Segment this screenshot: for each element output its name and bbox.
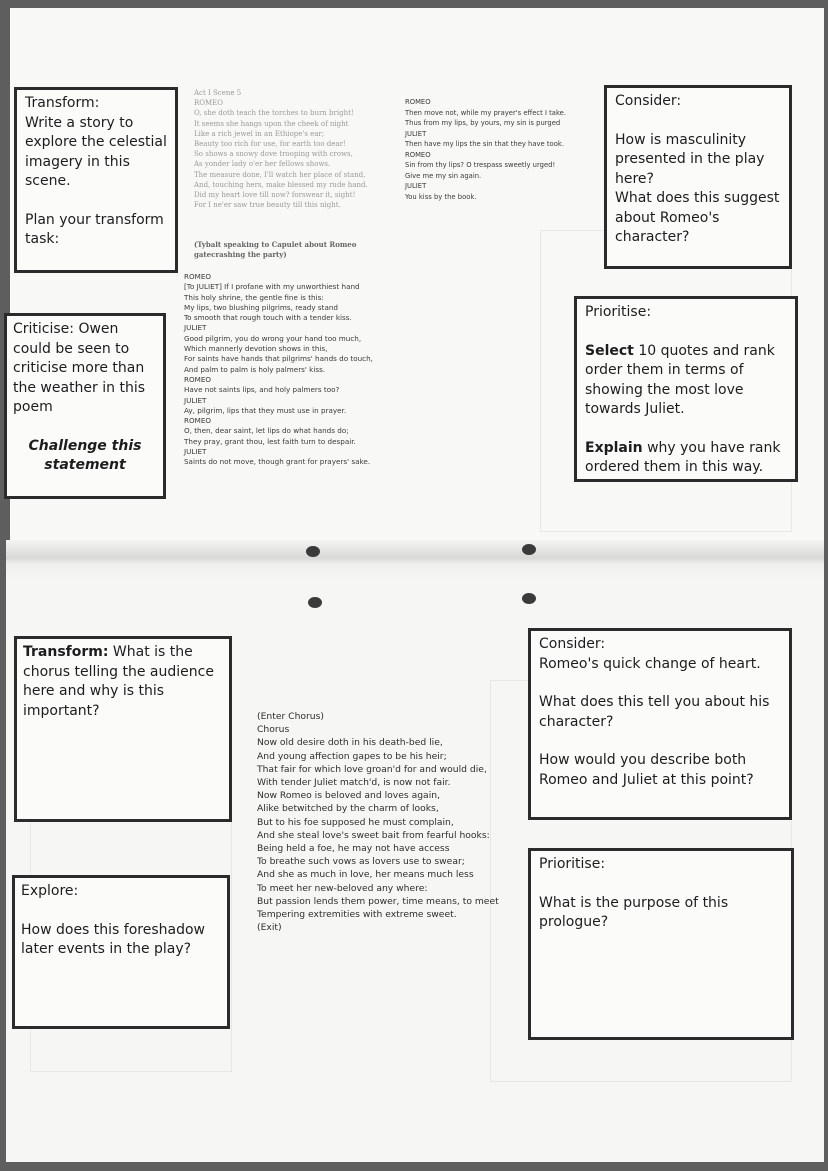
transform-plan: Plan your transform task: [25,211,164,247]
consider-heading: Consider: [615,93,682,109]
chorus-prologue: (Enter Chorus) Chorus Now old desire doth in his death-bed lie, And young affection gapes to be his heir; That fair for which love groan'd for and would die, With tender Juliet match'd, is now not fair. Now Romeo is beloved and loves again, Alike betwitched by the charm of looks, But to his foe supposed he must complain, And she steal love's sweet bait from fearful hooks: Being held a foe, he may not have access To breathe such vows as lovers use to swear; And she as much in love, her means much less To meet her new-beloved any where: But passion lends them power, time means, to meet Tempering extremities with extreme sweet. (Exit) [257,711,499,934]
prioritise-explain [585,439,787,478]
chorus-transform-heading: Transform: [23,644,109,660]
tybalt-note: (Tybalt speaking to Capulet about Romeo gatecrashing the party) [194,240,357,259]
chorus-transform-prompt: What is the chorus telling the audience here and why is this important? [23,644,214,719]
prioritise-prologue-box [528,848,794,1040]
punch-hole [522,593,536,604]
explore-question: How does this foreshadow later events in the play? [21,921,206,957]
criticise-task-box [4,313,166,499]
prioritise-quotes-box [574,296,798,482]
consider-bottom-line2: What does this tell you about his character? [539,694,770,730]
prioritise-heading: Prioritise: [585,304,652,320]
punch-hole [522,544,536,555]
explain-rest: why you have rank ordered them in this way. [585,439,781,475]
challenge-statement: Challenge this statement [28,437,142,473]
explore-foreshadow-box [12,875,230,1029]
kiss-dialogue: ROMEO Then move not, while my prayer's effect I take. Thus from my lips, by yours, my sin is purged JULIET Then have my lips the sin that they have took. ROMEO Sin from thy lips? O trespass sweetly urged! Give me my sin again. JULIET You kiss by the book. [405,98,566,201]
select-bold: Select [585,342,634,359]
punch-hole [306,546,320,557]
transform-task-box [14,87,178,273]
page-fold [6,540,824,580]
explore-heading: Explore: [21,883,79,899]
criticise-prompt: Criticise: Owen could be seen to criticise more than the weather in this poem [13,321,146,415]
prioritise-select [585,342,787,420]
consider-change-box [528,628,792,820]
select-rest: 10 quotes and rank order them in terms of showing the most love towards Juliet. [585,342,775,417]
punch-hole [308,597,322,608]
consider-bottom-heading: Consider: [539,636,606,652]
consider-masculinity-box [604,85,792,269]
transform-heading: Transform: [25,95,100,111]
transform-prompt: Write a story to explore the celestial imagery in this scene. [25,114,167,189]
consider-bottom-line1: Romeo's quick change of heart. [539,655,761,672]
consider-question-1: How is masculinity presented in the play here? [615,131,765,187]
consider-question-2: What does this suggest about Romeo's character? [615,190,780,245]
faded-romeo-speech: Act I Scene 5 ROMEO O, she doth teach the torches to burn bright! It seems she hangs upon the cheek of night Like a rich jewel in an Ethiope's ear; Beauty too rich for use, for earth too dear! So shows a snowy dove trooping with crows, As yonder lady o'er her fellows shows. The measure done, I'll watch her place of stand, And, touching hers, make blessed my rude hand. Did my heart love till now? forswear it, sight! For I ne'er saw true beauty till this night. [194,89,368,210]
consider-bottom-line3: How would you describe both Romeo and Juliet at this point? [539,752,754,788]
prioritise-bottom-heading: Prioritise: [539,856,606,872]
explain-bold: Explain [585,439,643,456]
chorus-transform-box [14,636,232,822]
prioritise-bottom-question: What is the purpose of this prologue? [539,894,729,930]
sonnet-dialogue: ROMEO [To JULIET] If I profane with my unworthiest hand This holy shrine, the gentle fine is this: My lips, two blushing pilgrims, ready stand To smooth that rough touch with a tender kiss. JULIET Good pilgrim, you do wrong your hand too much, Which mannerly devotion shows in this, For saints have hands that pilgrims' hands do touch, And palm to palm is holy palmers' kiss. ROMEO Have not saints lips, and holy palmers too? JULIET Ay, pilgrim, lips that they must use in prayer. ROMEO O, then, dear saint, let lips do what hands do; They pray, grant thou, lest faith turn to despair. JULIET Saints do not move, though grant for prayers' sake. [184,272,373,467]
